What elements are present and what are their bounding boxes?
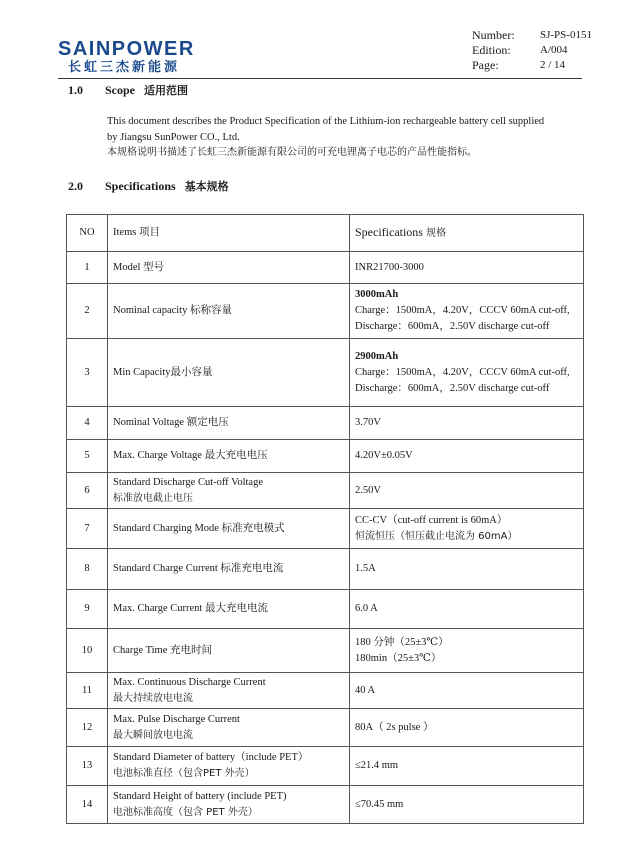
row-item-en: Max. Pulse Discharge Current (113, 713, 240, 725)
row-item: Min Capacity最小容量 (108, 339, 350, 407)
row-item (108, 747, 350, 786)
row-spec: 3.70V (350, 407, 584, 440)
spec-line-capacity: 2900mAh (355, 350, 399, 362)
scope-heading (68, 82, 188, 98)
table-row (67, 284, 584, 339)
page-label: Page: (472, 58, 499, 72)
logo-text-zh: 长虹三杰新能源 (68, 60, 181, 75)
spec-line-discharge: Discharge：600mA，2.50V discharge cut-off (355, 382, 550, 394)
row-spec (350, 284, 584, 339)
row-item-en: Standard Diameter of battery（include PET） (113, 752, 309, 763)
header-items (108, 215, 350, 252)
table-row (67, 629, 584, 673)
table-row (67, 473, 584, 509)
scope-title-zh: 适用范围 (144, 84, 188, 97)
header-specifications-text: Specifications (355, 225, 423, 239)
specifications-title-zh: 基本规格 (184, 180, 229, 193)
scope-paragraph (107, 114, 585, 161)
table-row (67, 407, 584, 440)
row-number: 12 (67, 709, 108, 747)
table-row (67, 252, 584, 284)
spec-line-charge: Charge：1500mA，4.20V，CCCV 60mA cut-off, (355, 305, 570, 316)
row-item-zh: 标准放电截止电压 (113, 492, 193, 504)
table-row (67, 509, 584, 549)
header-no: NO (67, 215, 108, 252)
spec-line-1: 180 分钟（25±3℃） (355, 636, 449, 648)
row-item: Nominal Voltage 额定电压 (108, 407, 350, 440)
row-item: Model 型号 (108, 252, 350, 284)
table-row (67, 747, 584, 786)
spec-line-charge: Charge：1500mA，4.20V，CCCV 60mA cut-off, (355, 366, 570, 378)
row-spec: ≤70.45 mm (350, 786, 584, 824)
number-label: Number: (472, 28, 515, 42)
edition-label: Edition: (472, 43, 511, 57)
row-item-zh: 电池标准直径（包含PET 外壳） (113, 768, 255, 779)
specifications-heading (68, 178, 229, 194)
scope-number: 1.0 (68, 83, 83, 97)
spec-line-2: 180min（25±3℃） (355, 652, 442, 664)
row-item: Max. Charge Current 最大充电电流 (108, 590, 350, 629)
row-item: Standard Charge Current 标准充电电流 (108, 549, 350, 590)
page-value: 2 / 14 (540, 59, 566, 71)
row-number: 9 (67, 590, 108, 629)
row-number: 6 (67, 473, 108, 509)
row-spec (350, 339, 584, 407)
row-spec (350, 629, 584, 673)
scope-text-en-2: by Jiangsu SunPower CO., Ltd. (107, 131, 240, 143)
row-item-en: Standard Height of battery (include PET) (113, 790, 287, 802)
specifications-title: Specifications (105, 179, 176, 193)
table-row (67, 709, 584, 747)
spec-line-1: CC-CV（cut-off current is 60mA） (355, 514, 508, 526)
row-item-zh: 最大持续放电电流 (113, 692, 193, 704)
row-number: 14 (67, 786, 108, 824)
table-row (67, 673, 584, 709)
row-number: 4 (67, 407, 108, 440)
table-row (67, 786, 584, 824)
row-spec: 2.50V (350, 473, 584, 509)
row-item: Nominal capacity 标称容量 (108, 284, 350, 339)
scope-text-en-1: This document describes the Product Specification of the Lithium-ion rechargeable battery cell supplied (107, 116, 545, 127)
edition-value: A/004 (540, 44, 568, 56)
logo-text-en: SAINPOWER (58, 38, 195, 60)
row-item-zh: 最大瞬间放电电流 (113, 729, 193, 741)
table-row (67, 549, 584, 590)
row-number: 13 (67, 747, 108, 786)
number-value: SJ-PS-0151 (540, 29, 592, 41)
row-spec: 40 A (350, 673, 584, 709)
scope-title: Scope (105, 83, 135, 97)
row-item-en: Max. Continuous Discharge Current (113, 676, 266, 688)
row-number: 3 (67, 339, 108, 407)
row-number: 8 (67, 549, 108, 590)
row-spec: 80A（ 2s pulse ） (350, 709, 584, 747)
header-divider (58, 78, 582, 79)
table-row (67, 590, 584, 629)
spec-line-discharge: Discharge：600mA，2.50V discharge cut-off (355, 321, 550, 332)
table-row (67, 440, 584, 473)
row-spec: 6.0 A (350, 590, 584, 629)
row-spec: 1.5A (350, 549, 584, 590)
row-item: Standard Charging Mode 标准充电模式 (108, 509, 350, 549)
row-item-zh: 电池标准高度（包含 PET 外壳） (113, 806, 258, 818)
spec-line-capacity: 3000mAh (355, 289, 399, 300)
row-number: 10 (67, 629, 108, 673)
row-item: Charge Time 充电时间 (108, 629, 350, 673)
document-meta (472, 28, 592, 73)
header-items-text: Items 项目 (113, 227, 160, 238)
row-number: 5 (67, 440, 108, 473)
row-spec: ≤21.4 mm (350, 747, 584, 786)
row-item (108, 709, 350, 747)
row-spec (350, 509, 584, 549)
row-item (108, 473, 350, 509)
company-logo (58, 38, 195, 76)
row-spec: 4.20V±0.05V (350, 440, 584, 473)
row-number: 11 (67, 673, 108, 709)
spec-line-2: 恒流恒压（恒压截止电流为 60mA） (355, 530, 518, 542)
row-item (108, 786, 350, 824)
row-item: Max. Charge Voltage 最大充电电压 (108, 440, 350, 473)
table-row (67, 339, 584, 407)
row-number: 1 (67, 252, 108, 284)
row-number: 2 (67, 284, 108, 339)
row-item (108, 673, 350, 709)
table-header-row (67, 215, 584, 252)
row-spec: INR21700-3000 (350, 252, 584, 284)
scope-text-zh: 本规格说明书描述了长虹三杰新能源有限公司的可充电锂离子电芯的产品性能指标。 (107, 147, 477, 158)
specification-table (66, 214, 584, 824)
header-specifications-zh: 规格 (425, 228, 446, 239)
row-item-en: Standard Discharge Cut-off Voltage (113, 476, 263, 488)
header-specifications (350, 215, 584, 252)
specifications-number: 2.0 (68, 179, 83, 193)
row-number: 7 (67, 509, 108, 549)
